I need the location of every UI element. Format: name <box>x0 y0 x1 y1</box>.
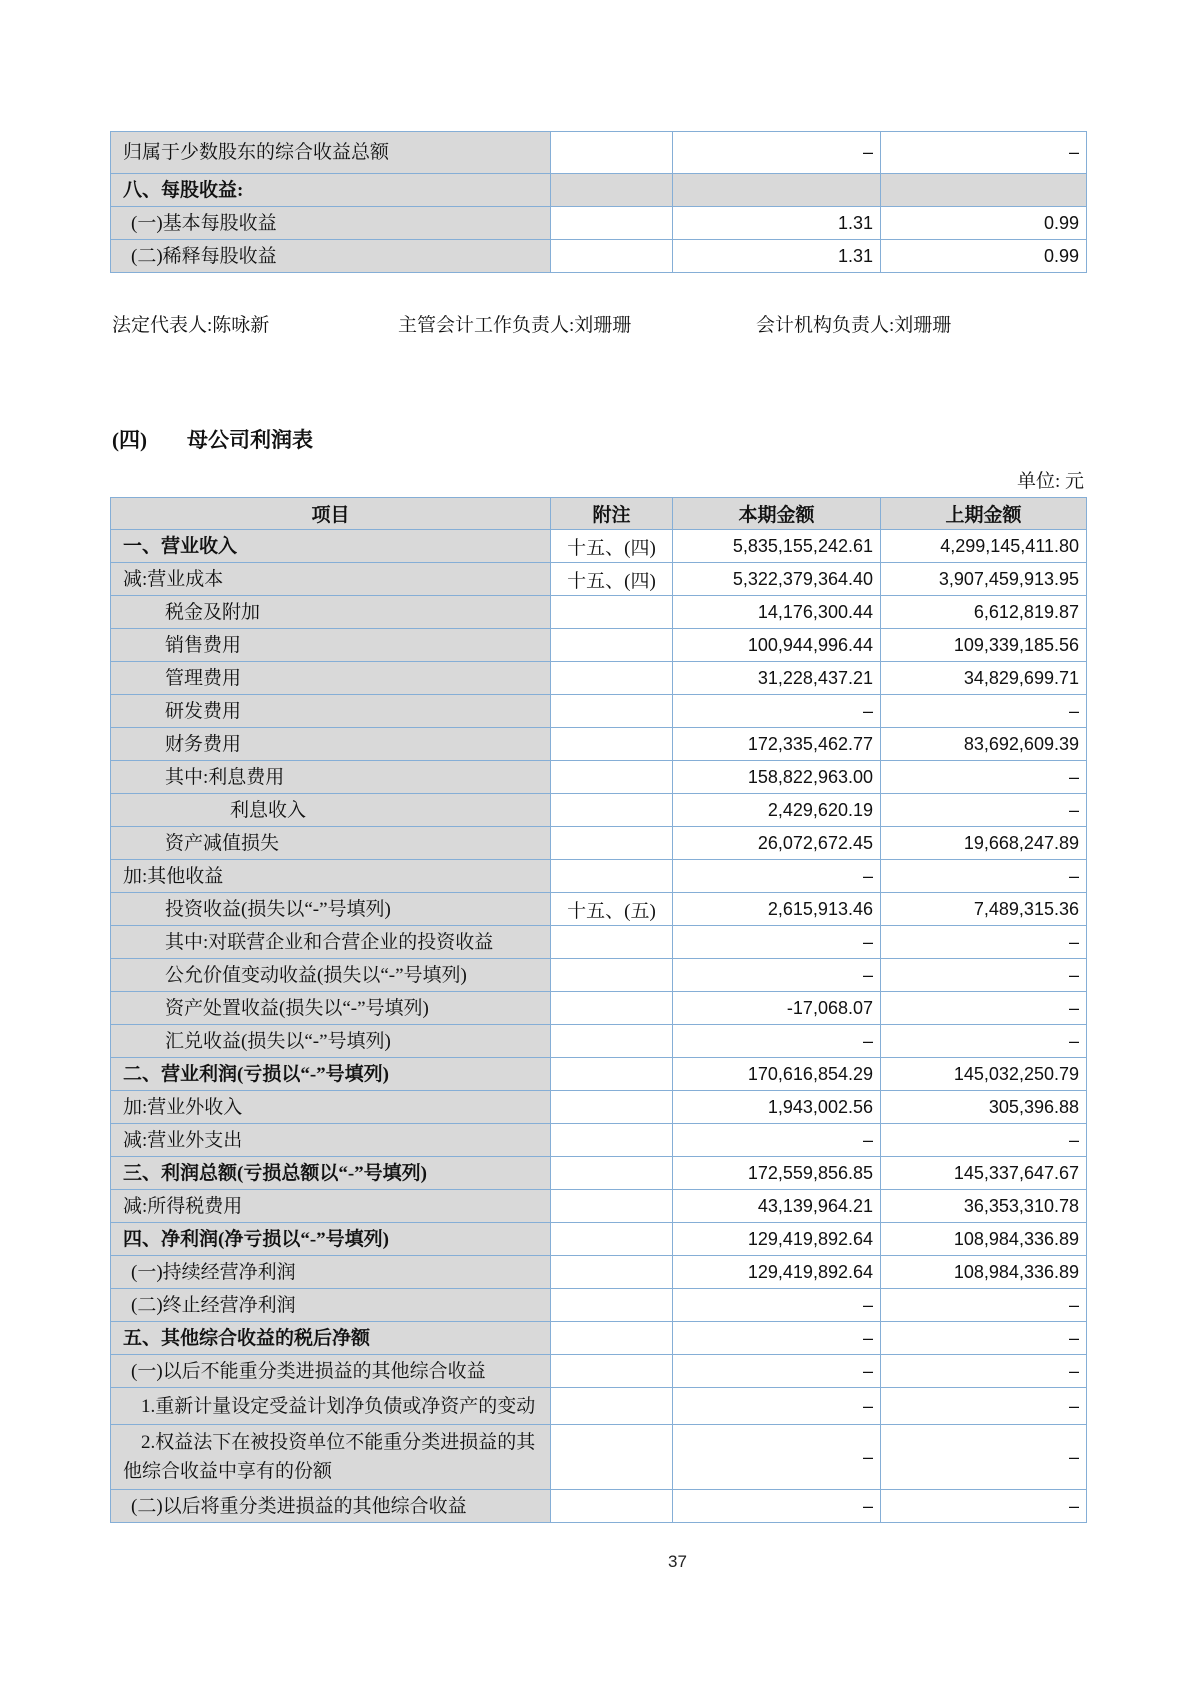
row-note <box>551 174 673 207</box>
table-row <box>111 1025 1087 1058</box>
table-row <box>111 1289 1087 1322</box>
row-label: 八、每股收益: <box>111 174 551 207</box>
row-label: 四、净利润(净亏损以“-”号填列) <box>111 1223 551 1256</box>
row-note <box>551 1091 673 1124</box>
row-current-amount: 158,822,963.00 <box>673 761 881 794</box>
row-previous-amount: 0.99 <box>881 240 1087 273</box>
row-current-amount: 1.31 <box>673 240 881 273</box>
row-note: 十五、(五) <box>551 893 673 926</box>
table-row <box>111 1091 1087 1124</box>
row-note: 十五、(四) <box>551 563 673 596</box>
row-previous-amount: 4,299,145,411.80 <box>881 530 1087 563</box>
row-current-amount: 100,944,996.44 <box>673 629 881 662</box>
row-label: 2.权益法下在被投资单位不能重分类进损益的其他综合收益中享有的份额 <box>111 1425 551 1490</box>
table-row <box>111 1322 1087 1355</box>
section-index: (四) <box>112 428 147 452</box>
row-previous-amount: 109,339,185.56 <box>881 629 1087 662</box>
row-current-amount: – <box>673 1124 881 1157</box>
table-row <box>111 240 1087 273</box>
row-current-amount: – <box>673 132 881 174</box>
row-label: (二)稀释每股收益 <box>111 240 551 273</box>
row-note <box>551 207 673 240</box>
table-row <box>111 530 1087 563</box>
row-label: (一)持续经营净利润 <box>111 1256 551 1289</box>
header-note: 附注 <box>551 498 673 530</box>
table-row <box>111 207 1087 240</box>
row-previous-amount: – <box>881 1025 1087 1058</box>
row-label: 二、营业利润(亏损以“-”号填列) <box>111 1058 551 1091</box>
row-note <box>551 1223 673 1256</box>
row-previous-amount: – <box>881 132 1087 174</box>
section-name: 母公司利润表 <box>187 428 313 452</box>
table-row <box>111 174 1087 207</box>
row-note <box>551 1388 673 1425</box>
accounting-dept-head: 会计机构负责人:刘珊珊 <box>756 315 952 336</box>
row-note <box>551 695 673 728</box>
chief-accounting-officer: 主管会计工作负责人:刘珊珊 <box>398 315 632 336</box>
row-previous-amount: – <box>881 1490 1087 1523</box>
row-current-amount: – <box>673 695 881 728</box>
row-current-amount: 2,429,620.19 <box>673 794 881 827</box>
table-row <box>111 1157 1087 1190</box>
table-row <box>111 563 1087 596</box>
signature-line <box>0 310 1200 336</box>
row-current-amount: 172,559,856.85 <box>673 1157 881 1190</box>
row-previous-amount: 0.99 <box>881 207 1087 240</box>
row-previous-amount: 7,489,315.36 <box>881 893 1087 926</box>
row-current-amount: 5,322,379,364.40 <box>673 563 881 596</box>
row-label: 减:所得税费用 <box>111 1190 551 1223</box>
row-current-amount: 14,176,300.44 <box>673 596 881 629</box>
row-label: 财务费用 <box>111 728 551 761</box>
row-previous-amount: 19,668,247.89 <box>881 827 1087 860</box>
row-note <box>551 794 673 827</box>
table-row <box>111 1355 1087 1388</box>
row-previous-amount: – <box>881 926 1087 959</box>
table-row <box>111 1190 1087 1223</box>
row-label: 减:营业成本 <box>111 563 551 596</box>
row-previous-amount: – <box>881 860 1087 893</box>
table-row <box>111 827 1087 860</box>
row-previous-amount: – <box>881 1322 1087 1355</box>
row-note <box>551 1425 673 1490</box>
row-label: 其中:对联营企业和合营企业的投资收益 <box>111 926 551 959</box>
row-previous-amount: 108,984,336.89 <box>881 1256 1087 1289</box>
income-statement-table <box>110 497 1087 1523</box>
row-label: 研发费用 <box>111 695 551 728</box>
row-note <box>551 1289 673 1322</box>
row-previous-amount: 6,612,819.87 <box>881 596 1087 629</box>
table-row <box>111 1223 1087 1256</box>
row-label: 销售费用 <box>111 629 551 662</box>
row-label: 1.重新计量设定受益计划净负债或净资产的变动 <box>111 1388 551 1425</box>
row-previous-amount <box>881 174 1087 207</box>
legal-representative: 法定代表人:陈咏新 <box>112 315 270 336</box>
row-note <box>551 1190 673 1223</box>
row-current-amount: – <box>673 1289 881 1322</box>
row-note <box>551 1256 673 1289</box>
section-title <box>112 424 313 454</box>
table-row <box>111 926 1087 959</box>
row-label: 加:其他收益 <box>111 860 551 893</box>
row-current-amount: – <box>673 1025 881 1058</box>
table-row <box>111 662 1087 695</box>
row-label: 归属于少数股东的综合收益总额 <box>111 132 551 174</box>
row-label: 一、营业收入 <box>111 530 551 563</box>
row-note <box>551 1157 673 1190</box>
table-row <box>111 132 1087 174</box>
row-previous-amount: – <box>881 695 1087 728</box>
row-current-amount: 1.31 <box>673 207 881 240</box>
row-current-amount: – <box>673 860 881 893</box>
row-previous-amount: – <box>881 992 1087 1025</box>
row-note <box>551 132 673 174</box>
row-previous-amount: 108,984,336.89 <box>881 1223 1087 1256</box>
row-previous-amount: 34,829,699.71 <box>881 662 1087 695</box>
row-current-amount: 172,335,462.77 <box>673 728 881 761</box>
row-label: 公允价值变动收益(损失以“-”号填列) <box>111 959 551 992</box>
table-row <box>111 695 1087 728</box>
row-current-amount <box>673 174 881 207</box>
row-previous-amount: 36,353,310.78 <box>881 1190 1087 1223</box>
row-previous-amount: 83,692,609.39 <box>881 728 1087 761</box>
row-previous-amount: 145,337,647.67 <box>881 1157 1087 1190</box>
row-note <box>551 1490 673 1523</box>
row-current-amount: 129,419,892.64 <box>673 1223 881 1256</box>
row-label: 税金及附加 <box>111 596 551 629</box>
row-previous-amount: – <box>881 761 1087 794</box>
row-note <box>551 662 673 695</box>
row-current-amount: – <box>673 1425 881 1490</box>
income-table-body <box>111 530 1087 1523</box>
row-current-amount: – <box>673 1355 881 1388</box>
row-current-amount: 31,228,437.21 <box>673 662 881 695</box>
row-previous-amount: 3,907,459,913.95 <box>881 563 1087 596</box>
row-label: 利息收入 <box>111 794 551 827</box>
row-previous-amount: 145,032,250.79 <box>881 1058 1087 1091</box>
header-current-amount: 本期金额 <box>673 498 881 530</box>
row-current-amount: 5,835,155,242.61 <box>673 530 881 563</box>
page-number: 37 <box>668 1552 687 1571</box>
row-label: 资产处置收益(损失以“-”号填列) <box>111 992 551 1025</box>
table-row <box>111 893 1087 926</box>
row-previous-amount: – <box>881 1124 1087 1157</box>
row-current-amount: – <box>673 1388 881 1425</box>
row-label: 五、其他综合收益的税后净额 <box>111 1322 551 1355</box>
row-note <box>551 959 673 992</box>
row-previous-amount: – <box>881 1388 1087 1425</box>
row-previous-amount: – <box>881 794 1087 827</box>
table-row <box>111 596 1087 629</box>
unit-label: 单位: 元 <box>1016 471 1084 492</box>
row-current-amount: – <box>673 1490 881 1523</box>
row-current-amount: -17,068.07 <box>673 992 881 1025</box>
row-current-amount: – <box>673 926 881 959</box>
row-label: (一)以后不能重分类进损益的其他综合收益 <box>111 1355 551 1388</box>
row-previous-amount: – <box>881 1289 1087 1322</box>
row-previous-amount: 305,396.88 <box>881 1091 1087 1124</box>
header-item: 项目 <box>111 498 551 530</box>
row-current-amount: 170,616,854.29 <box>673 1058 881 1091</box>
row-label: (一)基本每股收益 <box>111 207 551 240</box>
eps-table-body <box>111 132 1087 273</box>
row-previous-amount: – <box>881 959 1087 992</box>
row-note: 十五、(四) <box>551 530 673 563</box>
row-note <box>551 1355 673 1388</box>
table-row <box>111 1388 1087 1425</box>
table-row <box>111 860 1087 893</box>
row-note <box>551 1025 673 1058</box>
table-row <box>111 992 1087 1025</box>
row-label: 资产减值损失 <box>111 827 551 860</box>
row-note <box>551 629 673 662</box>
row-label: 三、利润总额(亏损总额以“-”号填列) <box>111 1157 551 1190</box>
row-current-amount: 26,072,672.45 <box>673 827 881 860</box>
row-label: 汇兑收益(损失以“-”号填列) <box>111 1025 551 1058</box>
row-previous-amount: – <box>881 1425 1087 1490</box>
table-header-row <box>111 498 1087 530</box>
row-note <box>551 860 673 893</box>
row-current-amount: 43,139,964.21 <box>673 1190 881 1223</box>
row-label: 其中:利息费用 <box>111 761 551 794</box>
header-previous-amount: 上期金额 <box>881 498 1087 530</box>
row-label: 投资收益(损失以“-”号填列) <box>111 893 551 926</box>
row-note <box>551 827 673 860</box>
table-row <box>111 728 1087 761</box>
row-note <box>551 1124 673 1157</box>
row-note <box>551 728 673 761</box>
table-row <box>111 1256 1087 1289</box>
table-row <box>111 761 1087 794</box>
row-previous-amount: – <box>881 1355 1087 1388</box>
row-note <box>551 1058 673 1091</box>
table-row <box>111 1425 1087 1490</box>
row-label: 管理费用 <box>111 662 551 695</box>
row-current-amount: – <box>673 959 881 992</box>
row-label: 减:营业外支出 <box>111 1124 551 1157</box>
table-row <box>111 1490 1087 1523</box>
table-row <box>111 1124 1087 1157</box>
table-row <box>111 629 1087 662</box>
table-row <box>111 1058 1087 1091</box>
row-label: (二)终止经营净利润 <box>111 1289 551 1322</box>
eps-table <box>110 131 1087 273</box>
row-label: (二)以后将重分类进损益的其他综合收益 <box>111 1490 551 1523</box>
table-row <box>111 794 1087 827</box>
row-note <box>551 596 673 629</box>
row-note <box>551 761 673 794</box>
row-note <box>551 992 673 1025</box>
row-current-amount: 2,615,913.46 <box>673 893 881 926</box>
row-note <box>551 240 673 273</box>
row-current-amount: 129,419,892.64 <box>673 1256 881 1289</box>
row-current-amount: – <box>673 1322 881 1355</box>
row-note <box>551 1322 673 1355</box>
row-label: 加:营业外收入 <box>111 1091 551 1124</box>
row-note <box>551 926 673 959</box>
table-row <box>111 959 1087 992</box>
row-current-amount: 1,943,002.56 <box>673 1091 881 1124</box>
